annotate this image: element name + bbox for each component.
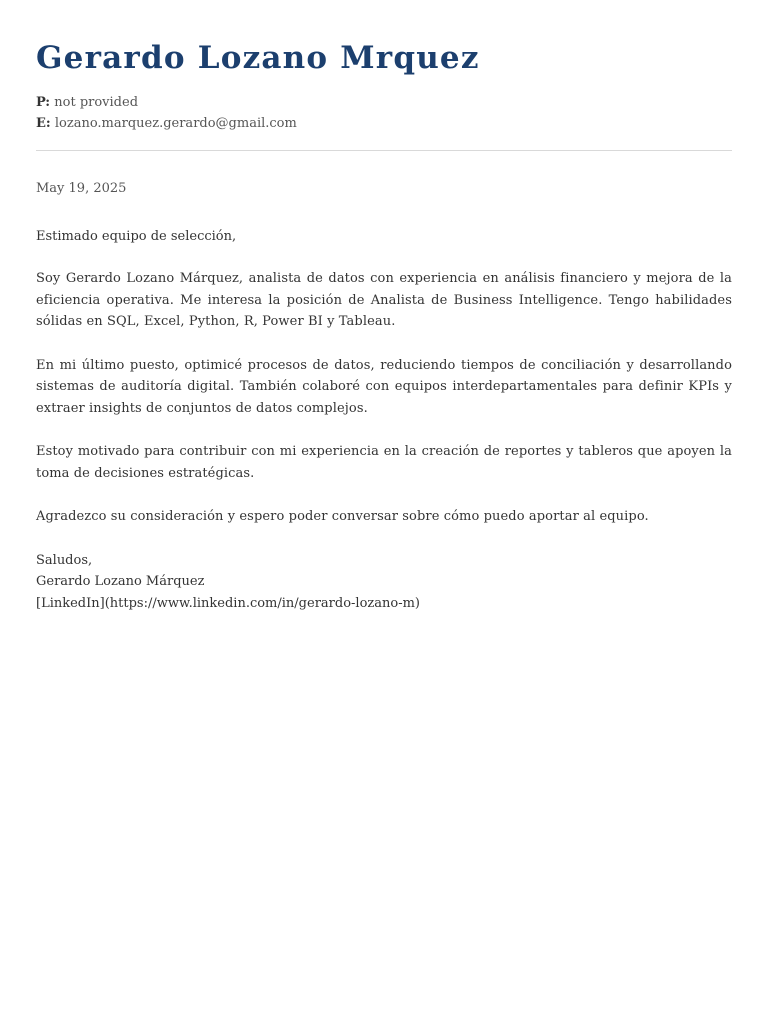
- paragraph-intro: Soy Gerardo Lozano Márquez, analista de datos con experiencia en análisis financiero y mejora de la eficiencia operativa. Me interesa la posición de Analista de Business Intelligence. Tengo habilidades sólidas en SQL, Excel, Python, R, Power BI y Tableau.: [36, 271, 732, 329]
- phone-value: not provided: [54, 95, 139, 110]
- paragraph-thanks: Agradezco su consideración y espero poder conversar sobre cómo puedo aportar al equipo.: [36, 509, 649, 524]
- signature-name: Gerardo Lozano Márquez: [36, 574, 205, 589]
- header-divider: [36, 150, 732, 151]
- salutation: Estimado equipo de selección,: [36, 229, 237, 244]
- email-label: E:: [36, 116, 51, 131]
- closing-block: [36, 550, 732, 615]
- paragraph-motivation: Estoy motivado para contribuir con mi experiencia en la creación de reportes y tableros que apoyen la toma de decisiones estratégicas.: [36, 444, 732, 481]
- signoff: Saludos,: [36, 552, 93, 568]
- email-value: lozano.marquez.gerardo@gmail.com: [54, 116, 297, 131]
- phone-label: P:: [36, 95, 51, 110]
- letter-date: May 19, 2025: [36, 181, 127, 196]
- linkedin-text: [LinkedIn](https://www.linkedin.com/in/gerardo-lozano-m): [36, 595, 420, 611]
- paragraph-experience: En mi último puesto, optimicé procesos de datos, reduciendo tiempos de conciliación y desarrollando sistemas de auditoría digital. También colaboré con equipos interdepartamentales para definir KPIs y extraer insights de conjuntos de datos complejos.: [36, 357, 732, 416]
- email-line: [36, 113, 732, 134]
- contact-block: [36, 92, 732, 134]
- phone-line: [36, 92, 732, 113]
- applicant-name: Gerardo Lozano Mrquez: [36, 40, 480, 76]
